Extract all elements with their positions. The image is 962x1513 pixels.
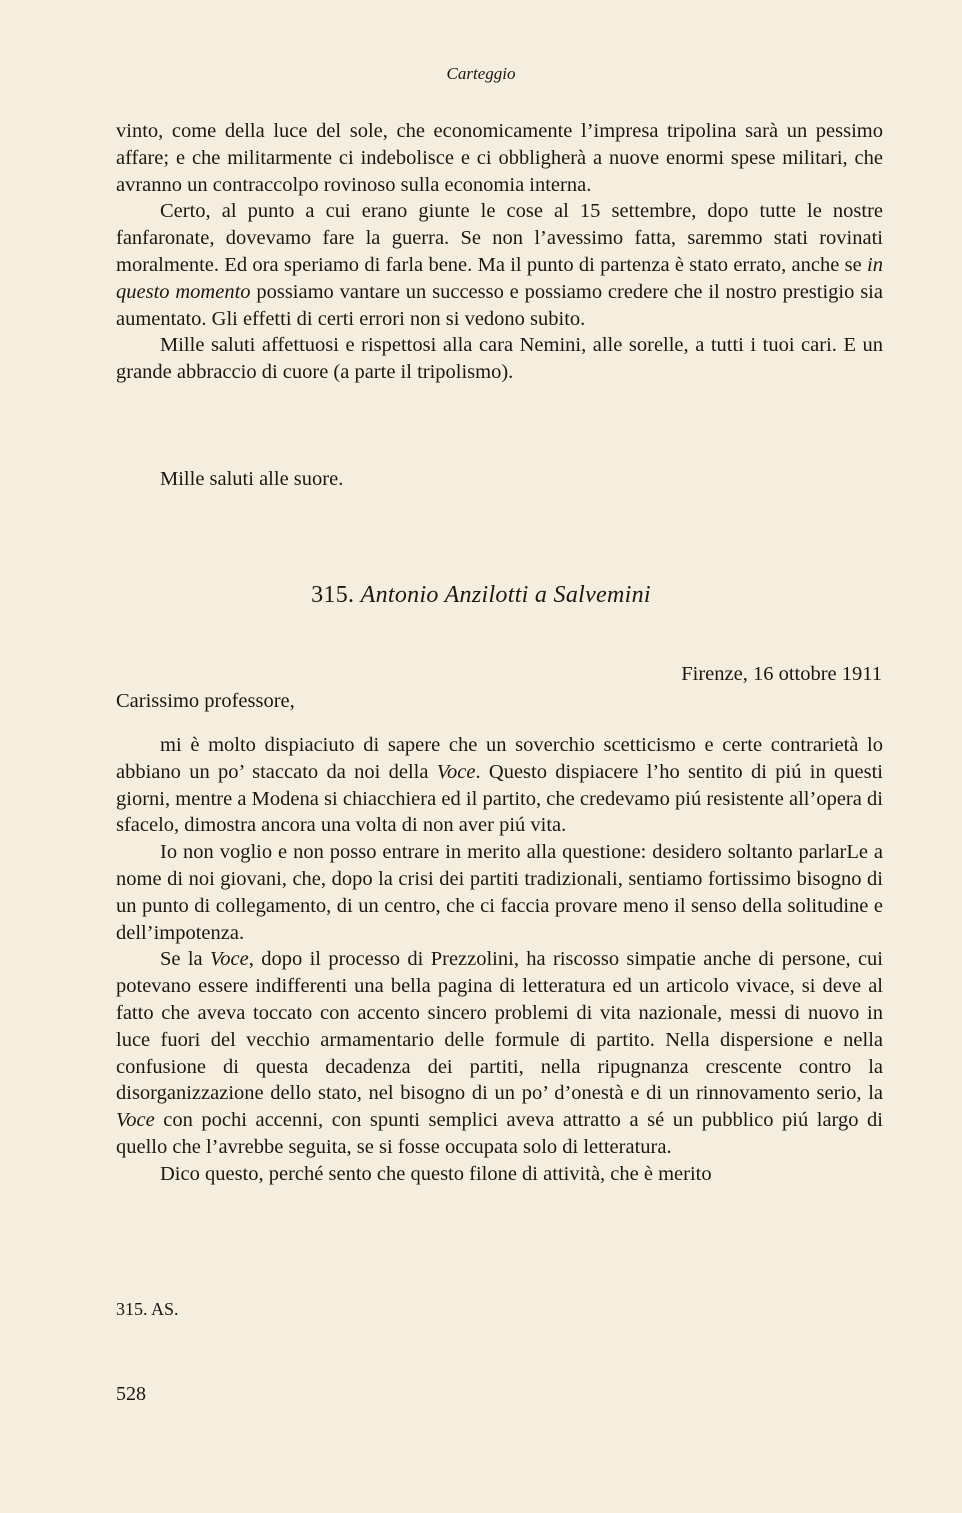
letter-number: 315. xyxy=(311,582,355,608)
text-run: con pochi accenni, con spunti semplici aveva attratto a sé un pubblico piú largo di quello che l’avrebbe seguita, se si fosse occupata solo di letteratura. xyxy=(116,1109,883,1158)
letter-heading xyxy=(0,582,962,609)
paragraph xyxy=(116,732,883,839)
text-run: , dopo il processo di Prezzolini, ha riscosso simpatie anche di persone, cui potevano essere indifferenti una bella pagina di letteratura ed un articolo vivace, si deve al fatto che aveva toccato con accento sincero problemi di vita nazionale, messi di nuovo in luce fuori del vecchio armamentario delle formule di partito. Nella dispersione e nella confusione di questa decadenza dei partiti, nella ripugnanza crescente contro la disorganizzazione dello stato, nel bisogno di un po’ d’onestà e di un rinnovamento serio, la xyxy=(116,948,883,1105)
page-number: 528 xyxy=(116,1383,146,1405)
running-head: Carteggio xyxy=(446,64,516,83)
closing-line xyxy=(116,466,883,493)
text-run: mi è molto dispiaciuto di sapere che un soverchio scetticismo e certe contrarietà lo abbiano un po’ staccato da noi della xyxy=(116,734,883,783)
letter-title: Antonio Anzilotti a Salvemini xyxy=(360,582,651,608)
paragraph: vinto, come della luce del sole, che economicamente l’impresa tripolina sarà un pessimo affare; e che militarmente ci indebolisce e ci obbligherà a nuove enormi spese militari, che avranno un contraccolpo rovinoso sulla economia interna. xyxy=(116,120,883,196)
footnote: 315. AS. xyxy=(116,1299,179,1319)
letter-body xyxy=(116,732,883,1188)
text-run: Certo, al punto a cui erano giunte le cose al 15 settembre, dopo tutte le nostre fanfaronate, dovevamo fare la guerra. Se non l’avessimo fatta, saremmo stati rovinati moralmente. Ed ora speriamo di farla bene. Ma il punto di partenza è stato errato, anche se xyxy=(116,200,883,276)
emphasis: Voce xyxy=(436,760,476,783)
text-run: Se la xyxy=(160,948,211,971)
paragraph: Dico questo, perché sento che questo filone di attività, che è merito xyxy=(160,1162,712,1185)
paragraph: Mille saluti alle suore. xyxy=(160,468,344,490)
dateline: Firenze, 16 ottobre 1911 xyxy=(681,663,882,685)
text-run: . Questo dispiacere l’ho sentito di piú in questi giorni, mentre a Modena si chiacchiera ed il partito, che credevamo piú resistente all’opera di sfacelo, dimostra ancora una volta di non aver piú vita. xyxy=(116,760,883,837)
emphasis: Voce xyxy=(210,948,249,971)
paragraph: Io non voglio e non posso entrare in merito alla questione: desidero soltanto parlarLe a nome di noi giovani, che, dopo la crisi dei partiti tradizionali, sentiamo fortissimo bisogno di un punto di collegamento, di un centro, che ci faccia provare meno il senso della solitudine e dell’impotenza. xyxy=(116,841,883,944)
paragraph xyxy=(116,198,883,332)
salutation: Carissimo professore, xyxy=(116,690,295,712)
previous-letter-text xyxy=(116,118,883,386)
paragraph: Mille saluti affettuosi e rispettosi alla cara Nemini, alle sorelle, a tutti i tuoi cari. E un grande abbraccio di cuore (a parte il tripolismo). xyxy=(116,334,883,384)
emphasis: Voce xyxy=(116,1109,155,1132)
text-run: possiamo vantare un successo e possiamo credere che il nostro prestigio sia aumentato. Gli effetti di certi errori non si vedono subito. xyxy=(116,280,883,330)
paragraph xyxy=(116,946,883,1160)
emphasis: in questo momento xyxy=(116,253,883,303)
